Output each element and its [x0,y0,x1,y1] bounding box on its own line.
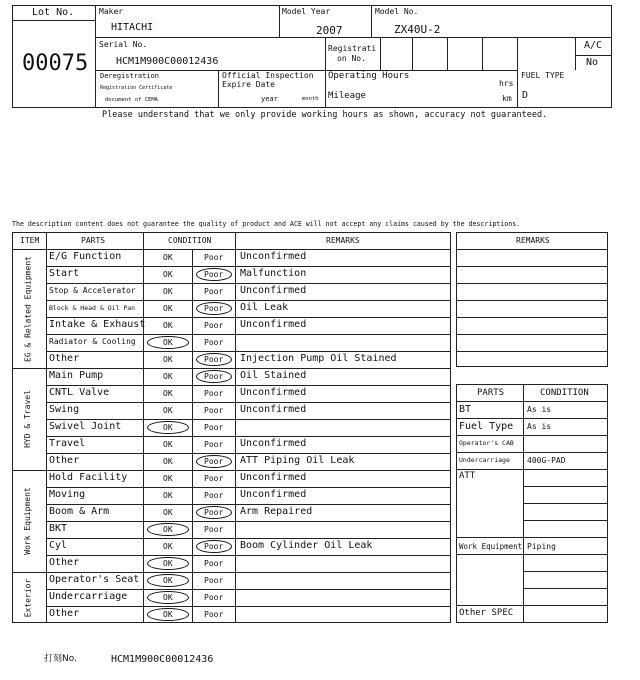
spec-line-1 [456,401,608,402]
row-part: Stop & Accelerator [49,286,136,295]
col-divider-9 [517,37,518,108]
right-remarks-line-1 [456,266,608,267]
col-divider-10 [575,37,576,70]
row-part: Other [49,353,80,364]
spec-line-3 [456,435,608,436]
row-poor: Poor [204,457,224,466]
col-divider-3 [218,70,219,108]
header-row-line [12,249,451,250]
row-remark: Arm Repaired [240,506,313,517]
lot-divider [12,20,96,21]
row-part: Cyl [49,540,68,551]
row-poor: Poor [204,355,224,364]
row-ok: OK [163,559,173,568]
disclaimer: The description content does not guarantee the quality of product and ACE will not accept any claims caused by the descriptions. [12,220,521,228]
month-label: month [302,96,319,102]
row-ok: OK [163,542,173,551]
ok-circle-mark [147,608,189,621]
row-poor: Poor [204,406,224,415]
row-remark: Unconfirmed [240,319,307,330]
row-separator [46,283,451,284]
row-part: Operator's Seat [49,574,140,585]
ac-value: No [586,57,599,68]
right-remarks-line-6 [456,351,608,352]
spec-work-equipment-label: Work Equipment [459,542,523,551]
header-parts: PARTS [81,236,106,245]
row-ok: OK [163,338,173,347]
row-part: E/G Function [49,251,122,262]
row-remark: Unconfirmed [240,472,307,483]
row-poor: Poor [204,508,224,517]
row-separator [46,589,451,590]
spec-line-10 [456,554,608,555]
row-part: Other [49,455,80,466]
deregistration-label: Deregistration [100,72,160,80]
spec-line-9 [456,537,608,538]
row-poor: Poor [204,593,224,602]
spec-line-4 [456,452,608,453]
spec-row-condition: As is [527,405,552,414]
row-ok: OK [163,474,173,483]
ok-circle-mark [147,421,189,434]
row-part: BKT [49,523,68,534]
inspection-label-1: Official Inspection [222,71,314,80]
row-ok: OK [163,372,173,381]
col-divider-8 [482,37,483,70]
row-part: Other [49,608,80,619]
col-line-parts [143,232,144,623]
row-separator [46,266,451,267]
col-divider-4 [325,37,326,108]
row-ok: OK [163,593,173,602]
row-part: Moving [49,489,86,500]
spec-line-6 [523,486,608,487]
year-label: year [261,95,278,103]
spec-row-part: Undercarriage [459,456,510,464]
col-line-item [46,232,47,623]
row-part: Block & Head & Oil Pan [49,304,136,312]
registration-no-label-2: on No. [337,54,366,63]
ac-label: A/C [584,40,603,51]
group-label: EG & Related Equipment [23,255,32,362]
row-separator [46,419,451,420]
spec-line-5 [456,469,608,470]
km-label: km [502,94,512,103]
row-separator [46,487,451,488]
row-separator [12,368,451,369]
inspection-label-2: Expire Date [222,80,275,89]
row-poor: Poor [204,542,224,551]
row-ok: OK [163,457,173,466]
row-separator [46,538,451,539]
poor-circle-mark [196,455,232,468]
row-poor: Poor [204,491,224,500]
row-ok: OK [163,525,173,534]
row-separator [46,453,451,454]
row-poor: Poor [204,423,224,432]
row-remark: Unconfirmed [240,438,307,449]
row-separator [46,555,451,556]
col-line-condition [235,232,236,623]
maker-label: Maker [99,7,124,16]
row-poor: Poor [204,559,224,568]
serial-no-label: Serial No. [99,40,148,49]
row-separator [46,351,451,352]
poor-circle-mark [196,370,232,383]
row-part: Intake & Exhaust [49,319,146,330]
footer-stamp-value: HCM1M900C00012436 [111,654,214,665]
spec-line-12 [523,588,608,589]
row-part: Swivel Joint [49,421,122,432]
header-condition: CONDITION [168,236,212,245]
col-divider-1 [279,5,280,37]
row-ok: OK [163,508,173,517]
row-ok: OK [163,287,173,296]
model-no-label: Model No. [375,7,419,16]
spec-line-2 [456,418,608,419]
spec-row-part: Operator's CAB [459,439,514,447]
group-label: Exterior [23,578,32,617]
row-ok: OK [163,610,173,619]
row-divider-1 [95,37,612,38]
row-remark: Unconfirmed [240,387,307,398]
col-divider-2 [371,5,372,37]
row-remark: Oil Stained [240,370,307,381]
row-ok: OK [163,253,173,262]
ok-circle-mark [147,523,189,536]
ok-circle-mark [147,574,189,587]
ok-circle-mark [147,591,189,604]
spec-work-equipment-value: Piping [527,542,556,551]
poor-circle-mark [196,268,232,281]
row-remark: Unconfirmed [240,285,307,296]
model-no-value: ZX40U-2 [394,23,441,36]
spec-line-13 [456,605,608,606]
row-part: Start [49,268,80,279]
row-ok: OK [163,491,173,500]
col-divider-7 [447,37,448,70]
row-part: Radiator & Cooling [49,337,136,346]
row-part: Travel [49,438,86,449]
col-divider-6 [412,37,413,70]
row-part: Main Pump [49,370,104,381]
spec-line-8 [523,520,608,521]
row-remark: Injection Pump Oil Stained [240,353,397,364]
row-poor: Poor [204,440,224,449]
spec-att-label: ATT [459,471,476,481]
mileage-label: Mileage [328,91,366,101]
spec-parts-header: PARTS [477,388,505,398]
poor-circle-mark [196,353,232,366]
row-ok: OK [163,576,173,585]
group-label: Work Equipment [23,487,32,555]
row-separator [46,402,451,403]
spec-condition-header: CONDITION [540,388,589,398]
row-separator [46,521,451,522]
row-separator [46,504,451,505]
model-year-label: Model Year [282,7,331,16]
row-separator [46,385,451,386]
hours-accuracy-note: Please understand that we only provide working hours as shown, accuracy not guaranteed. [102,110,548,120]
row-separator [46,606,451,607]
row-ok: OK [163,440,173,449]
hrs-label: hrs [499,79,514,88]
row-separator [46,300,451,301]
row-part: Swing [49,404,80,415]
row-poor: Poor [204,474,224,483]
spec-row-part: BT [459,404,472,415]
row-ok: OK [163,406,173,415]
poor-circle-mark [196,506,232,519]
row-separator [46,334,451,335]
row-poor: Poor [204,389,224,398]
spec-line-11 [523,571,608,572]
right-remarks-header-line [456,249,608,250]
ok-circle-mark [147,557,189,570]
row-part: Undercarriage [49,591,128,602]
row-remark: Malfunction [240,268,307,279]
serial-no-value: HCM1M900C00012436 [116,56,219,67]
registration-certificate-label: Registration Certificate [100,85,173,91]
row-ok: OK [163,304,173,313]
row-ok: OK [163,270,173,279]
header-item: ITEM [20,236,40,245]
lot-no-label: Lot No. [32,7,75,18]
operating-hours-label: Operating Hours [328,71,410,81]
header-remarks: REMARKS [326,236,360,245]
ac-divider [575,55,612,56]
right-remarks-line-3 [456,300,608,301]
col-divider-5 [380,37,381,70]
row-remark: Oil Leak [240,302,289,313]
row-ok: OK [163,423,173,432]
row-poor: Poor [204,321,224,330]
cema-label: document of CEMA [105,97,158,103]
group-label: HYD & Travel [23,390,32,448]
row-part: Hold Facility [49,472,128,483]
row-poor: Poor [204,253,224,262]
fuel-type-value: D [522,90,529,101]
model-year-value: 2007 [316,24,343,37]
row-poor: Poor [204,270,224,279]
lot-no-value: 00075 [22,51,89,76]
row-poor: Poor [204,525,224,534]
row-separator [46,436,451,437]
fuel-type-label: FUEL TYPE [521,71,565,80]
row-remark: Unconfirmed [240,404,307,415]
spec-row-part: Fuel Type [459,421,514,432]
row-poor: Poor [204,372,224,381]
row-ok: OK [163,355,173,364]
spec-other-spec-label: Other SPEC [459,608,514,618]
row-remark: Unconfirmed [240,489,307,500]
right-remarks-header: REMARKS [516,236,550,245]
row-ok: OK [163,321,173,330]
ok-circle-mark [147,336,189,349]
row-poor: Poor [204,304,224,313]
poor-circle-mark [196,302,232,315]
poor-circle-mark [196,540,232,553]
row-separator [12,470,451,471]
row-remark: Unconfirmed [240,251,307,262]
right-remarks-line-4 [456,317,608,318]
row-separator [46,317,451,318]
spec-row-condition: 400G-PAD [527,456,566,465]
right-remarks-line-5 [456,334,608,335]
spec-line-7 [523,503,608,504]
row-part: CNTL Valve [49,387,110,398]
row-separator [12,572,451,573]
row-part: Boom & Arm [49,506,110,517]
spec-row-condition: As is [527,422,552,431]
footer-stamp-label: 打刻No. [44,654,77,664]
row-ok: OK [163,389,173,398]
row-poor: Poor [204,338,224,347]
row-part: Other [49,557,80,568]
registration-no-label-1: Registrati [328,44,377,53]
row-remark: Boom Cylinder Oil Leak [240,540,373,551]
row-poor: Poor [204,576,224,585]
row-poor: Poor [204,610,224,619]
maker-value: HITACHI [111,22,154,33]
right-remarks-line-2 [456,283,608,284]
row-remark: ATT Piping Oil Leak [240,455,355,466]
row-poor: Poor [204,287,224,296]
